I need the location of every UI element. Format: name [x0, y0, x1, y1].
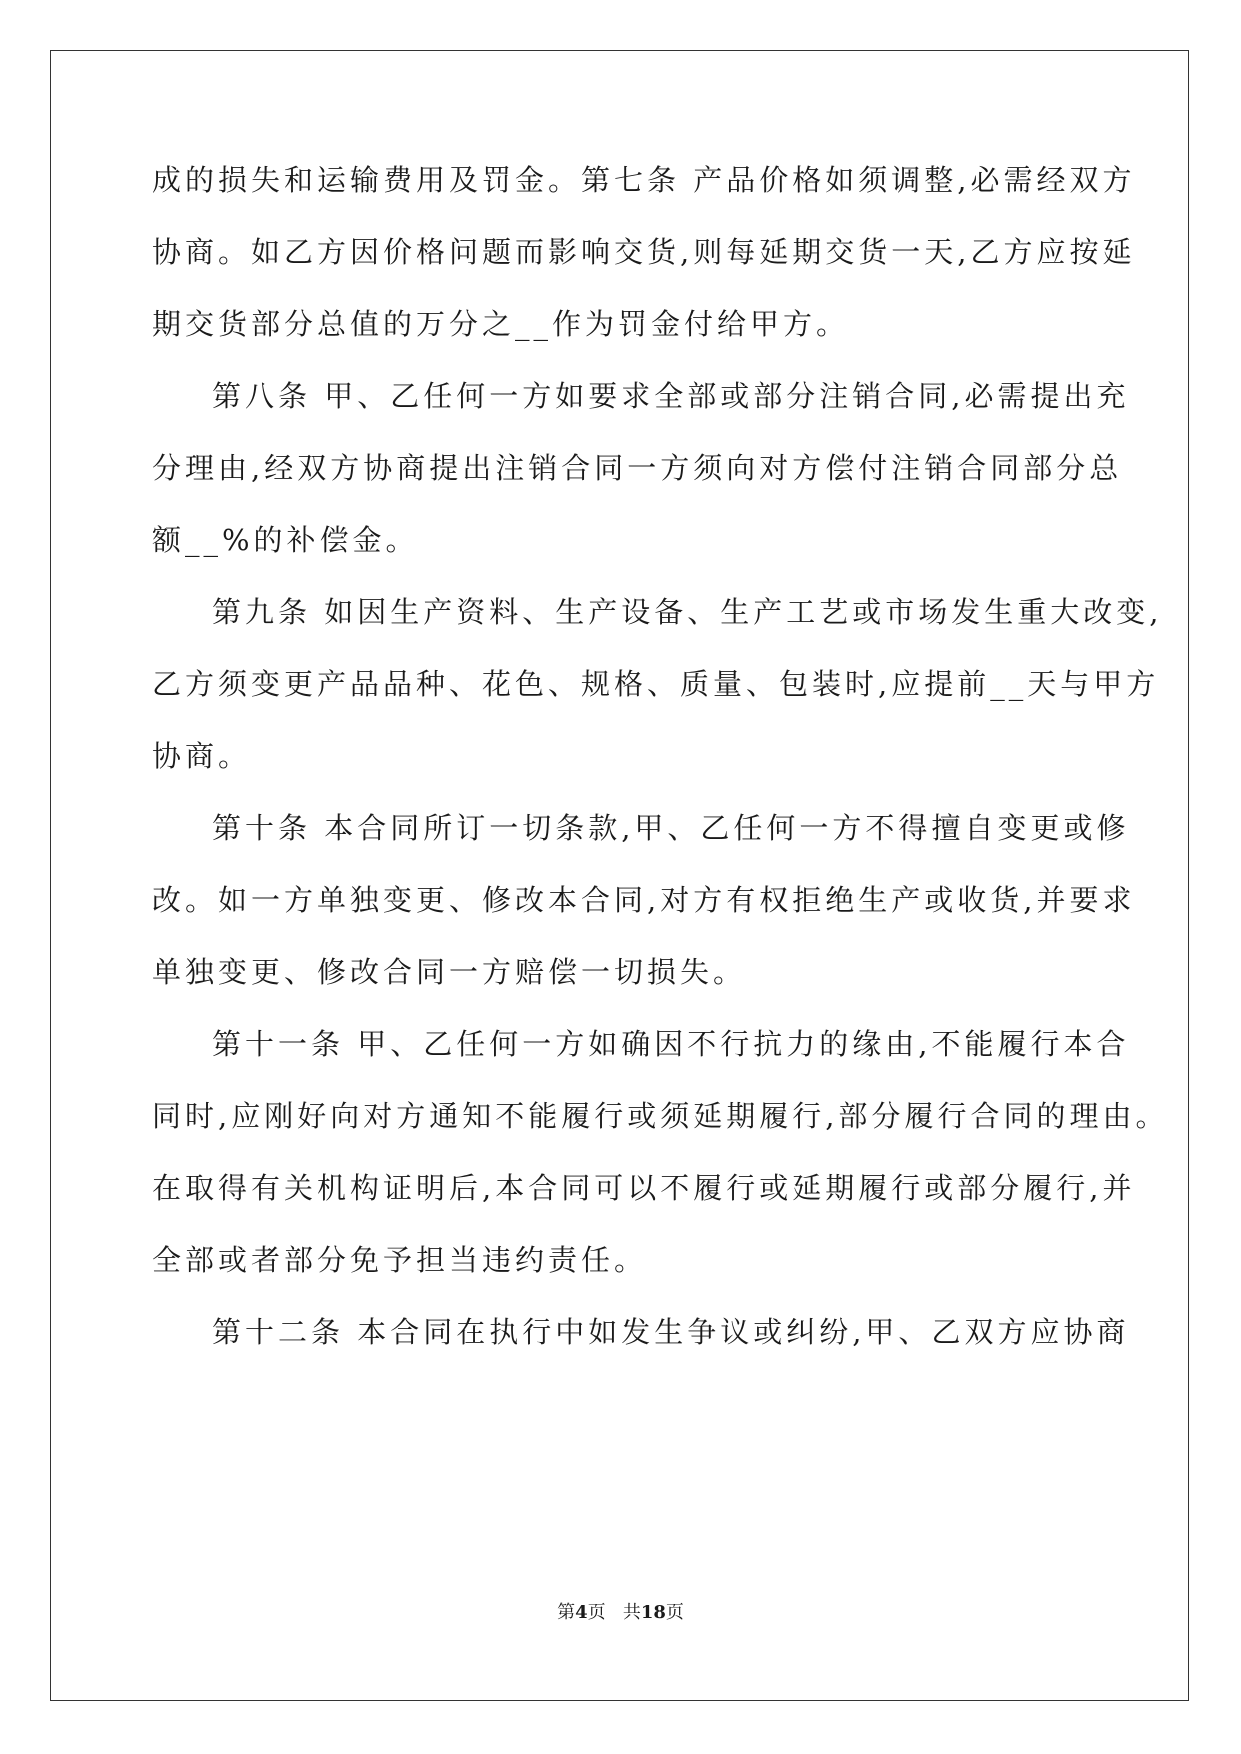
- page-border: [50, 50, 1189, 1701]
- total-pages: 18: [640, 1602, 666, 1623]
- page-footer: [0, 1598, 1241, 1624]
- text-line: 分理由,经双方协商提出注销合同一方须向对方偿付注销合同部分总: [152, 451, 1123, 485]
- text-line: 第十一条 甲、乙任何一方如确因不行抗力的缘由,不能履行本合: [212, 1027, 1130, 1061]
- text-line: 第九条 如因生产资料、生产设备、生产工艺或市场发生重大改变,: [212, 595, 1163, 629]
- text-line: 成的损失和运输费用及罚金。第七条 产品价格如须调整,必需经双方: [152, 163, 1136, 197]
- footer-prefix: 第: [557, 1602, 576, 1623]
- footer-total-prefix: 共: [622, 1602, 641, 1623]
- page-number: 4: [575, 1602, 588, 1623]
- text-line: 额__%的补偿金。: [152, 523, 419, 557]
- text-line: 协商。如乙方因价格问题而影响交货,则每延期交货一天,乙方应按延: [152, 235, 1136, 269]
- text-line: 单独变更、修改合同一方赔偿一切损失。: [152, 955, 747, 989]
- text-line: 全部或者部分免予担当违约责任。: [152, 1243, 648, 1277]
- text-line: 同时,应刚好向对方通知不能履行或须延期履行,部分履行合同的理由。: [152, 1099, 1169, 1133]
- text-line: 协商。: [152, 739, 252, 773]
- text-line: 第八条 甲、乙任何一方如要求全部或部分注销合同,必需提出充: [212, 379, 1130, 413]
- footer-page-suffix: 页: [587, 1602, 606, 1623]
- text-line: 第十条 本合同所订一切条款,甲、乙任何一方不得擅自变更或修: [212, 811, 1130, 845]
- text-line: 在取得有关机构证明后,本合同可以不履行或延期履行或部分履行,并: [152, 1171, 1136, 1205]
- text-line: 期交货部分总值的万分之__作为罚金付给甲方。: [152, 307, 850, 341]
- text-line: 改。如一方单独变更、修改本合同,对方有权拒绝生产或收货,并要求: [152, 883, 1136, 917]
- text-line: 第十二条 本合同在执行中如发生争议或纠纷,甲、乙双方应协商: [212, 1315, 1130, 1349]
- footer-total-suffix: 页: [665, 1602, 684, 1623]
- text-line: 乙方须变更产品品种、花色、规格、质量、包装时,应提前__天与甲方: [152, 667, 1160, 701]
